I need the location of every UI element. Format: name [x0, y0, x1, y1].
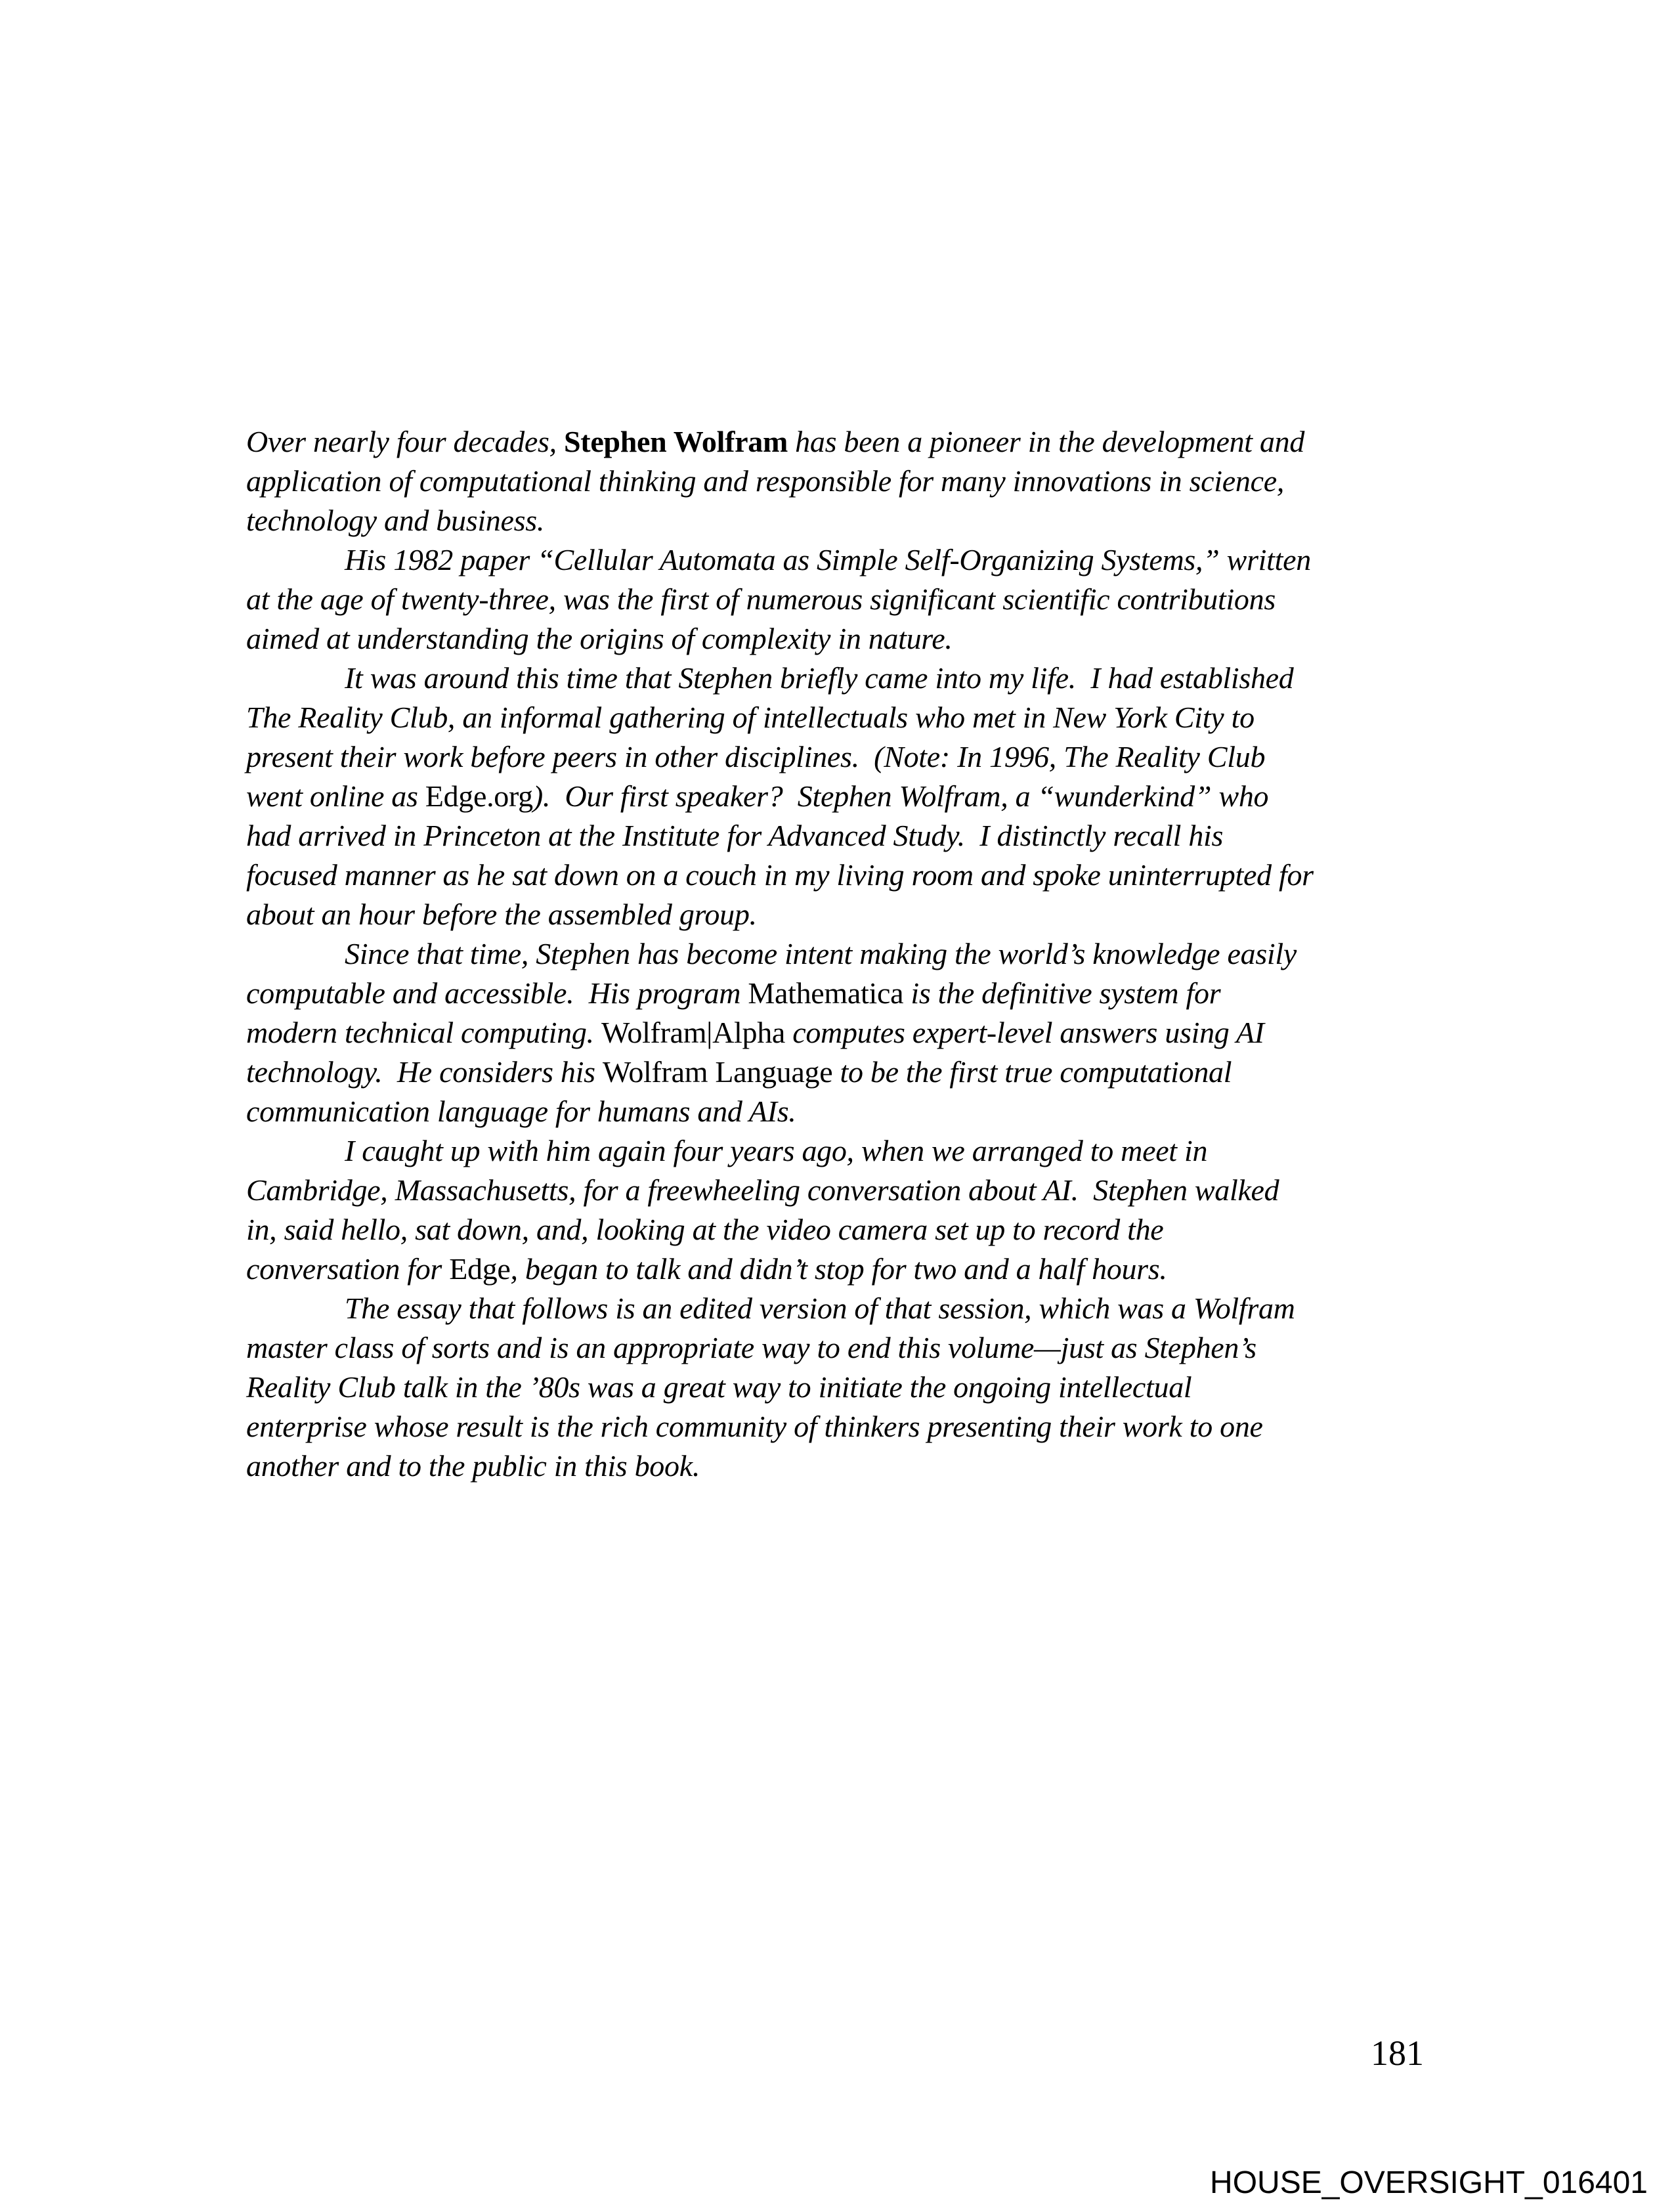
text-segment: Since that time, Stephen has become intent making the world’s knowledge easily: [345, 937, 1297, 970]
paragraph-4-line-2: [246, 974, 1434, 1013]
bates-stamp: HOUSE_OVERSIGHT_016401: [1210, 2165, 1648, 2200]
paragraph-4-line-3: [246, 1013, 1434, 1052]
text-segment: Edge: [449, 1252, 511, 1286]
text-segment: Wolfram Language: [602, 1055, 833, 1089]
text-segment: Cambridge, Massachusetts, for a freewheeling conversation about AI. Stephen walked: [246, 1173, 1279, 1207]
text-segment: technology. He considers his: [246, 1055, 603, 1089]
paragraph-3-line-7: [246, 895, 1434, 934]
paragraph-4-line-4: [246, 1052, 1434, 1092]
text-segment: technology and business.: [246, 504, 545, 537]
text-segment: conversation for: [246, 1252, 450, 1286]
paragraph-3-line-5: [246, 816, 1434, 856]
paragraph-3-line-4: [246, 777, 1434, 816]
paragraph-6-line-5: [246, 1446, 1434, 1486]
text-segment: The Reality Club, an informal gathering of intellectuals who met in New York City to: [246, 701, 1255, 734]
text-segment: It was around this time that Stephen briefly came into my life. I had established: [345, 661, 1294, 695]
text-segment: enterprise whose result is the rich community of thinkers presenting their work to one: [246, 1410, 1263, 1443]
text-segment: to be the first true computational: [832, 1055, 1232, 1089]
paragraph-5-line-4: [246, 1249, 1434, 1289]
paragraph-2-line-2: [246, 580, 1434, 619]
text-segment: ). Our first speaker? Stephen Wolfram, a “wunderkind” who: [532, 779, 1269, 813]
text-segment: at the age of twenty-three, was the first of numerous significant scientific contributions: [246, 582, 1276, 616]
page-number: 181: [1371, 2033, 1424, 2073]
paragraph-3-line-1: [246, 659, 1434, 698]
text-segment: had arrived in Princeton at the Institute for Advanced Study. I distinctly recall his: [246, 819, 1224, 852]
text-segment: computes expert-level answers using AI: [785, 1016, 1264, 1049]
paragraph-4-line-1: [246, 934, 1434, 974]
paragraph-6-line-1: [246, 1289, 1434, 1328]
text-segment: about an hour before the assembled group.: [246, 898, 757, 931]
text-segment: in, said hello, sat down, and, looking at the video camera set up to record the: [246, 1213, 1164, 1246]
text-segment: Over nearly four decades,: [246, 425, 565, 458]
text-segment: went online as: [246, 779, 425, 813]
text-segment: His 1982 paper “Cellular Automata as Simple Self-Organizing Systems,” written: [345, 543, 1311, 576]
paragraph-5-line-1: [246, 1131, 1434, 1171]
text-segment: focused manner as he sat down on a couch in my living room and spoke uninterrupted for: [246, 858, 1314, 892]
text-segment: has been a pioneer in the development and: [787, 425, 1305, 458]
paragraph-2-line-3: [246, 619, 1434, 659]
paragraph-1-line-3: [246, 501, 1434, 540]
paragraph-1-line-2: [246, 462, 1434, 501]
paragraph-3-line-3: [246, 737, 1434, 777]
paragraph-5-line-2: [246, 1171, 1434, 1210]
text-segment: master class of sorts and is an appropriate way to end this volume—just as Stephen’s: [246, 1331, 1256, 1364]
paragraph-4-line-5: [246, 1092, 1434, 1131]
text-segment: Edge.org: [425, 779, 533, 813]
text-segment: I caught up with him again four years ago, when we arranged to meet in: [345, 1134, 1208, 1167]
paragraph-6-line-2: [246, 1328, 1434, 1368]
paragraph-1-line-1: [246, 422, 1434, 462]
text-segment: application of computational thinking and responsible for many innovations in science,: [246, 464, 1285, 498]
text-segment: is the definitive system for: [903, 976, 1221, 1010]
text-segment: Reality Club talk in the ’80s was a great way to initiate the ongoing intellectual: [246, 1370, 1192, 1404]
text-segment: computable and accessible. His program: [246, 976, 748, 1010]
paragraph-3-line-2: [246, 698, 1434, 737]
text-segment: , began to talk and didn’t stop for two and a half hours.: [510, 1252, 1167, 1286]
paragraph-5-line-3: [246, 1210, 1434, 1249]
text-segment: present their work before peers in other disciplines. (Note: In 1996, The Reality Club: [246, 740, 1266, 773]
paragraph-6-line-3: [246, 1368, 1434, 1407]
text-segment: Wolfram|Alpha: [601, 1016, 786, 1049]
paragraph-2-line-1: [246, 540, 1434, 580]
text-segment: aimed at understanding the origins of complexity in nature.: [246, 622, 953, 655]
paragraph-6-line-4: [246, 1407, 1434, 1446]
text-segment: Stephen Wolfram: [564, 425, 788, 458]
text-segment: Mathematica: [748, 976, 904, 1010]
body-text: [246, 422, 1434, 1486]
text-segment: modern technical computing.: [246, 1016, 601, 1049]
text-segment: The essay that follows is an edited version of that session, which was a Wolfram: [345, 1291, 1295, 1325]
text-segment: another and to the public in this book.: [246, 1449, 700, 1483]
text-segment: communication language for humans and AIs.: [246, 1095, 796, 1128]
paragraph-3-line-6: [246, 856, 1434, 895]
